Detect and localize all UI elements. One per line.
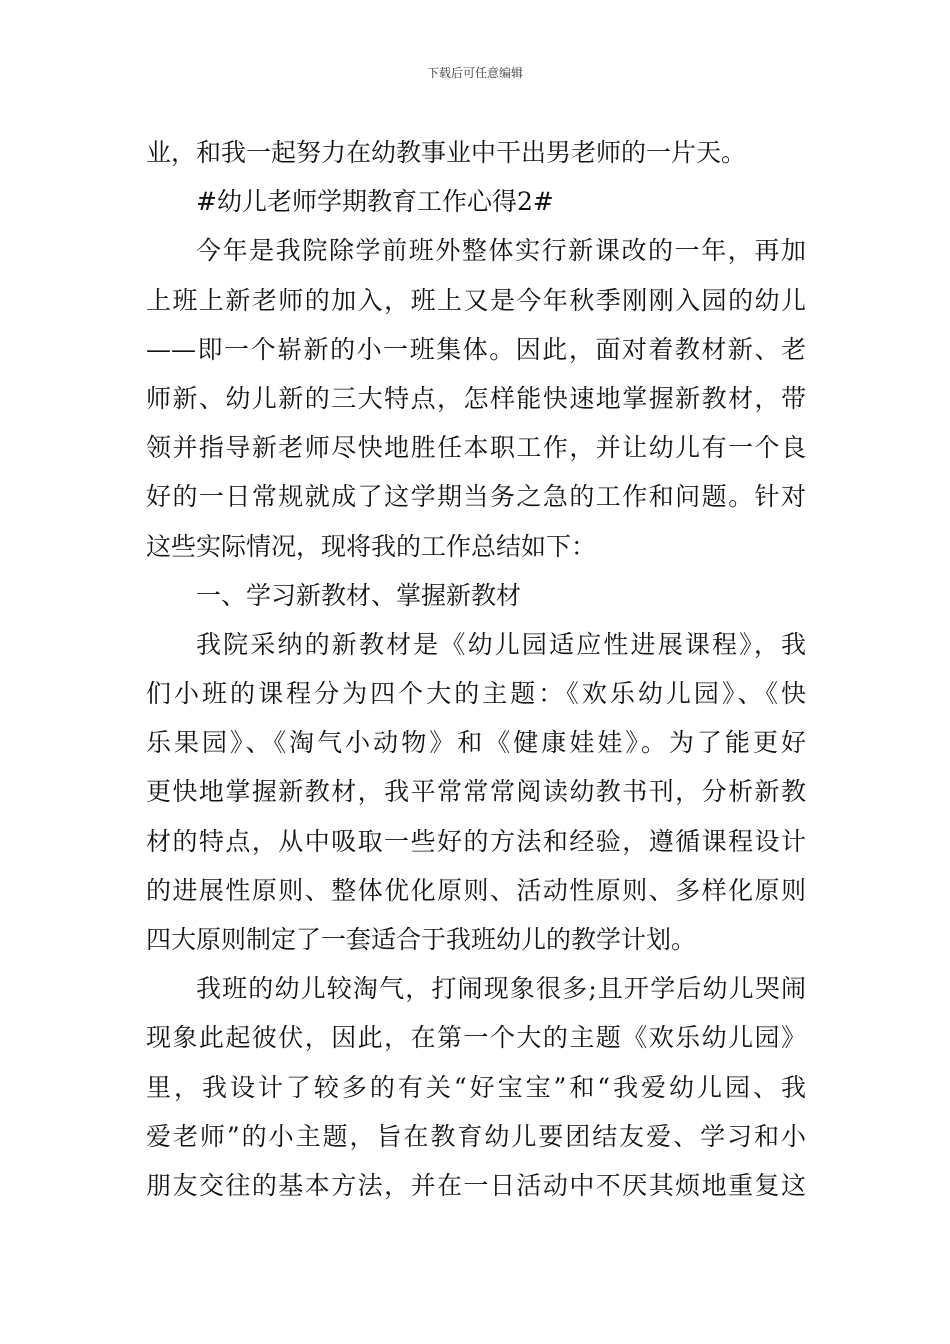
text-line: 业，和我一起努力在幼教事业中干出男老师的一片天。 [146,138,747,167]
section-heading: 一、学习新教材、掌握新教材 [196,580,522,610]
text-line: 今年是我院除学前班外整体实行新课改的一年，再加 [196,236,806,266]
page-header: 下载后可任意编辑 [426,66,523,80]
text-line: 更快地掌握新教材，我平常常常阅读幼教书刊，分析新教 [146,777,806,807]
body-text [146,128,806,1210]
text-line: 我院采纳的新教材是《幼儿园适应性进展课程》，我 [196,629,806,659]
section-heading: #幼儿老师学期教育工作心得2# [196,187,554,217]
text-line: 乐果园》、《淘气小动物》和《健康娃娃》。为了能更好 [146,728,806,758]
text-line: 师新、幼儿新的三大特点，怎样能快速地掌握新教材，带 [146,383,806,413]
text-line: 朋友交往的基本方法，并在一日活动中不厌其烦地重复这 [146,1170,806,1200]
text-line: 们小班的课程分为四个大的主题：《欢乐幼儿园》、《快 [146,679,806,709]
text-line: 现象此起彼伏，因此，在第一个大的主题《欢乐幼儿园》 [146,1023,806,1053]
text-line: 爱老师”的小主题，旨在教育幼儿要团结友爱、学习和小 [146,1121,806,1151]
text-line: ——即一个崭新的小一班集体。因此，面对着教材新、老 [146,334,806,364]
text-line: 领并指导新老师尽快地胜任本职工作，并让幼儿有一个良 [146,433,806,463]
text-line: 好的一日常规就成了这学期当务之急的工作和问题。针对 [146,482,806,512]
text-line: 这些实际情况，现将我的工作总结如下： [146,531,597,561]
text-line: 里，我设计了较多的有关“好宝宝”和“我爱幼儿园、我 [146,1072,806,1102]
text-line: 上班上新老师的加入，班上又是今年秋季刚刚入园的幼儿 [146,285,806,315]
text-line: 的进展性原则、整体优化原则、活动性原则、多样化原则 [146,875,806,905]
text-line: 我班的幼儿较淘气，打闹现象很多;且开学后幼儿哭闹 [196,974,806,1004]
text-line: 材的特点，从中吸取一些好的方法和经验，遵循课程设计 [146,826,806,856]
text-line: 四大原则制定了一套适合于我班幼儿的教学计划。 [146,925,697,954]
